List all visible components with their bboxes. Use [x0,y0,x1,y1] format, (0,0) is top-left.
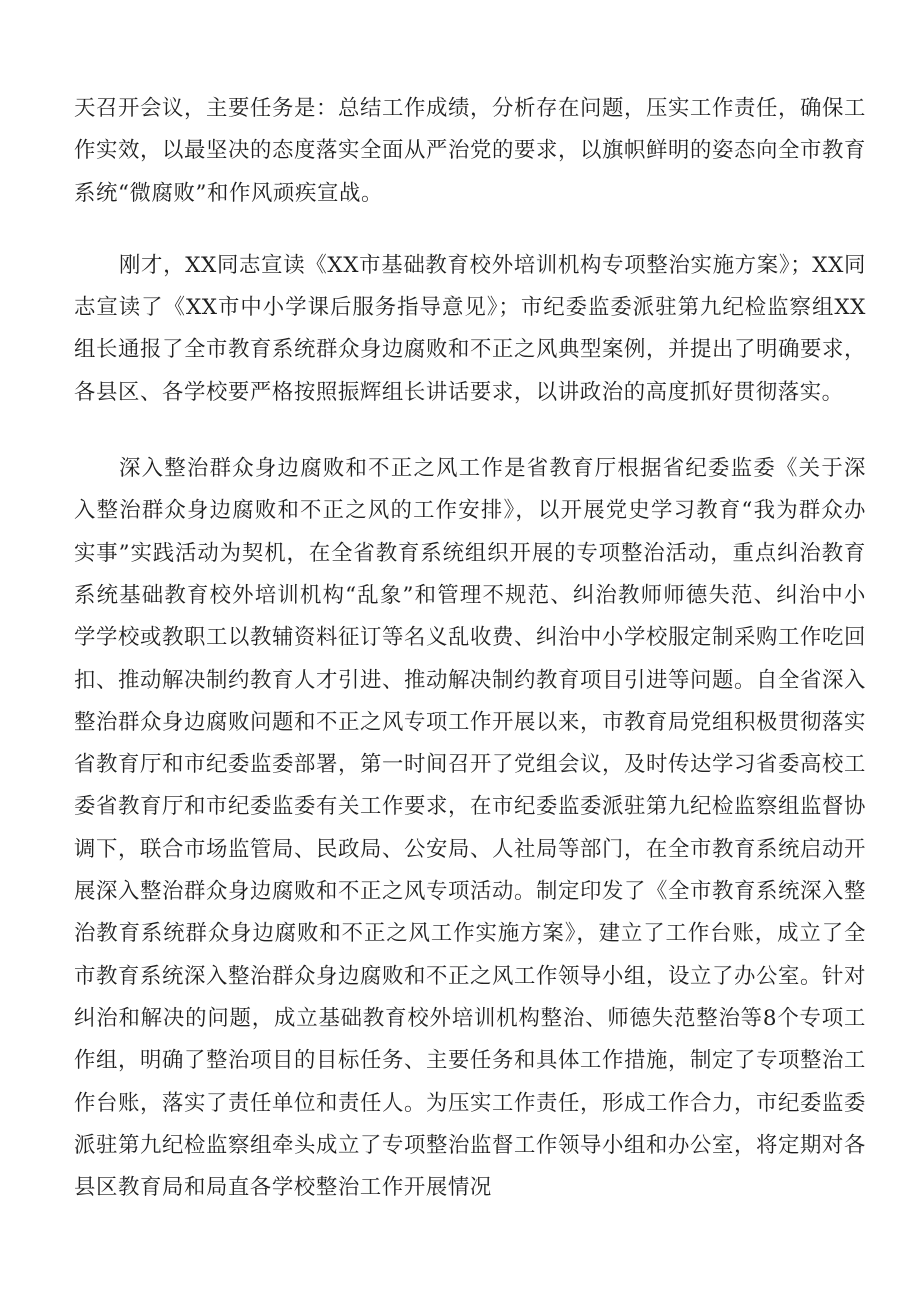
paragraph-rectification-work: 深入整治群众身边腐败和不正之风工作是省教育厅根据省纪委监委《关于深入整治群众身边腐败和不正之风的工作安排》，以开展党史学习教育“我为群众办实事”实践活动为契机，在全省教育系统组织开展的专项整治活动，重点纠治教育系统基础教育校外培训机构“乱象”和管理不规范、纠治教师师德失范、纠治中小学学校或教职工以教辅资料征订等名义乱收费、纠治中小学校服定制采购工作吃回扣、推动解决制约教育人才引进、推动解决制约教育项目引进等问题。自全省深入整治群众身边腐败问题和不正之风专项工作开展以来，市教育局党组积极贯彻落实省教育厅和市纪委监委部署，第一时间召开了党组会议，及时传达学习省委高校工委省教育厅和市纪委监委有关工作要求，在市纪委监委派驻第九纪检监察组监督协调下，联合市场监管局、民政局、公安局、人社局等部门，在全市教育系统启动开展深入整治群众身边腐败和不正之风专项活动。制定印发了《全市教育系统深入整治教育系统群众身边腐败和不正之风工作实施方案》，建立了工作台账，成立了全市教育系统深入整治群众身边腐败和不正之风工作领导小组，设立了办公室。针对纠治和解决的问题，成立基础教育校外培训机构整治、师德失范整治等8个专项工作组，明确了整治项目的目标任务、主要任务和具体工作措施，制定了专项整治工作台账，落实了责任单位和责任人。为压实工作责任，形成工作合力，市纪委监委派驻第九纪检监察组牵头成立了专项整治监督工作领导小组和办公室，将定期对各县区教育局和局直各学校整治工作开展情况 [74,456,866,1201]
paragraph-reading-documents: 刚才，XX同志宣读《XX市基础教育校外培训机构专项整治实施方案》；XX同志宣读了《XX市中小学课后服务指导意见》；市纪委监委派驻第九纪检监察组XX组长通报了全市教育系统群众身边腐败和不正之风典型案例，并提出了明确要求，各县区、各学校要严格按照振辉组长讲话要求，以讲政治的高度抓好贯彻落实。 [74,252,866,405]
paragraph-meeting-tasks: 天召开会议，主要任务是：总结工作成绩，分析存在问题，压实工作责任，确保工作实效，以最坚决的态度落实全面从严治党的要求，以旗帜鲜明的姿态向全市教育系统“微腐败”和作风顽疾宣战。 [74,96,866,206]
document-body [74,88,866,1209]
